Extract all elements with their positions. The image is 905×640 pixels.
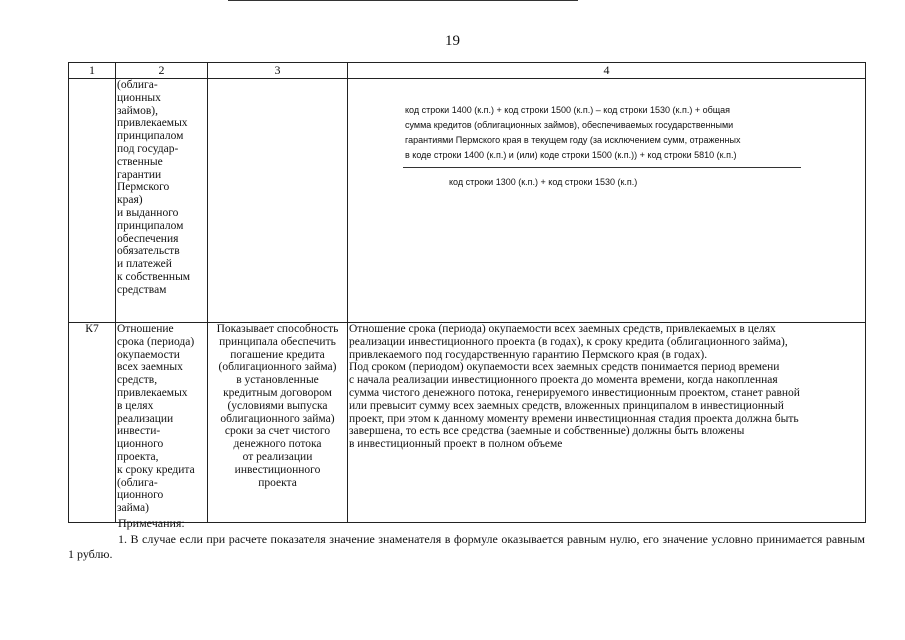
row1-name-cell: (облига- ционных займов), привлекаемых принципалом под государ- ственные гарантии Пермского края) и выданного принципалом обеспечения обязательств и платежей к собственным средствам [116,79,208,323]
column-header-1: 1 [69,63,116,79]
row2-purpose-cell: Показывает способность принципала обеспечить погашение кредита (облигационного займа) в установленные кредитным договором (условиями выпуска облигационного займа) сроки за счет чистого денежного потока от реализации инвестиционного проекта [208,323,348,523]
row2-description-cell: Отношение срока (периода) окупаемости всех заемных средств, привлекаемых в целях реализации инвестиционного проекта (в годах), к сроку кредита (облигационного займа), привлекаемого под государственную гарантию Пермского края (в годах). Под сроком (периодом) окупаемости всех заемных средств понимается период времени с начала реализации инвестиционного проекта до момента времени, когда накопленная сумма чистого денежного потока, генерируемого инвестиционным проектом, станет равной или превысит сумму всех заемных средств, вложенных принципалом в инвестиционный проект, при этом к данному моменту времени инвестиционная стадия проекта должна быть завершена, то есть все средства (заемные и собственные) должны быть вложены в инвестиционный проект в полном объеме [348,323,866,523]
table-header-row [69,63,866,79]
column-header-4: 4 [348,63,866,79]
row1-code-cell [69,79,116,323]
note-item-1: 1. В случае если при расчете показателя значение знаменателя в формуле оказывается равным нулю, его значение условно принимается равным 1 рублю. [68,531,865,561]
column-header-3: 3 [208,63,348,79]
row2-name-cell: Отношение срока (периода) окупаемости всех заемных средств, привлекаемых в целях реализации инвести- ционного проекта, к сроку кредита (облига- ционного займа) [116,323,208,523]
table-row [69,79,866,323]
notes-title: Примечания: [118,516,185,530]
row1-purpose-cell [208,79,348,323]
page-number: 19 [445,33,460,49]
column-header-2: 2 [116,63,208,79]
table-row [69,323,866,523]
formula-fraction [349,79,864,319]
formula-numerator: код строки 1400 (к.п.) + код строки 1500 (к.п.) – код строки 1530 (к.п.) + общая сумма кредитов (облигационных займов), обеспечиваемых государственными гарантиями Пермского края в текущем году (за исключением сумм, отраженных в коде строки 1400 (к.п.) и (или) коде строки 1500 (к.п.)) + код строки 5810 (к.п.) [405,105,741,160]
fraction-line [403,167,801,168]
indicators-table [68,62,866,523]
top-divider-line [228,0,578,1]
formula-denominator: код строки 1300 (к.п.) + код строки 1530 (к.п.) [449,177,638,187]
row2-code-cell: К7 [69,323,116,523]
notes-section [68,516,865,563]
row1-formula-cell [348,79,866,323]
